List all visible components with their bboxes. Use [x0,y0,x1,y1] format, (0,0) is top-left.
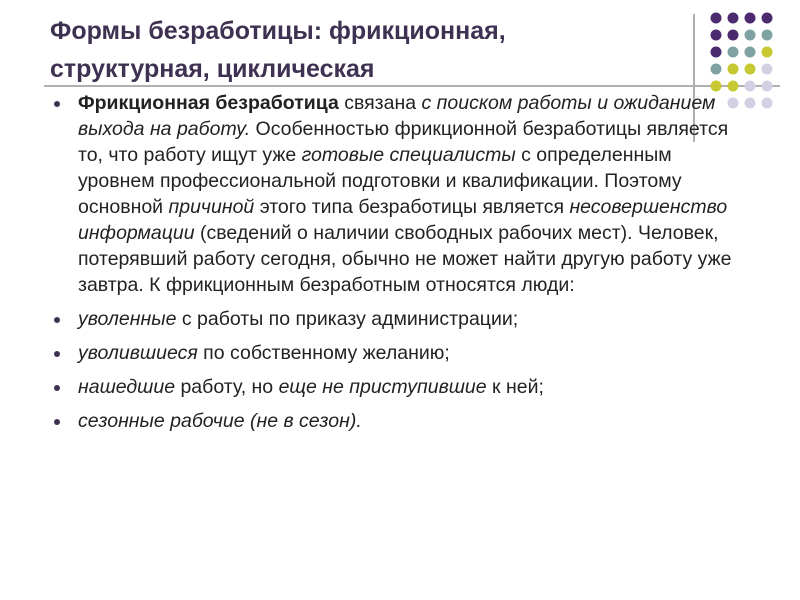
paragraph-run: с определенным уровнем профессиональной подготовки и квалификации. Поэтому основной [78,144,682,218]
slide-title [50,12,670,88]
decorative-dot [711,64,722,75]
decorative-dot [728,47,739,58]
decorative-dot [728,30,739,41]
bullet-list [50,90,750,442]
bullet-paragraph [50,90,750,298]
bullet-marker [54,419,60,425]
item-run: еще не приступившие [278,376,487,398]
decorative-dot [728,64,739,75]
bullet-marker [54,101,60,107]
item-run: по собственному желанию; [197,342,450,364]
paragraph-run: этого типа безработицы является [254,196,570,218]
paragraph-run: с поиском работы и ожиданием выхода на работу. [78,92,716,140]
paragraph-text [78,92,732,296]
item-run: работу, но [175,376,279,398]
item-run: нашедшие [78,376,176,398]
paragraph-run: (сведений о наличии свободных рабочих мест). Человек, потерявший работу сегодня, обычно не может найти другую работу уже завтра. К фрикционным безработным относятся люди: [78,222,732,296]
decorative-dot [711,47,722,58]
bullet-marker [54,385,60,391]
decorative-dot [711,30,722,41]
decorative-horizontal-rule [44,85,780,87]
bullet-item-3 [50,374,750,400]
decorative-dot [762,98,773,109]
bullet-item-2 [50,340,750,366]
decorative-dot [711,13,722,24]
item-run: уволившиеся [78,342,198,364]
paragraph-run: Фрикционная безработица [78,92,339,114]
decorative-dot [762,13,773,24]
bullet-marker [54,351,60,357]
decorative-dot [728,13,739,24]
decorative-dot [745,64,756,75]
decorative-dot [762,64,773,75]
item-run: уволенные [78,308,177,330]
title-line-1: Формы безработицы: фрикционная, [50,17,506,45]
bullet-item-4 [50,408,750,434]
paragraph-run: связана [338,92,422,114]
bullet-item-1 [50,306,750,332]
decorative-dot [745,13,756,24]
paragraph-run: несовершенство информации [78,196,728,244]
decorative-dot [762,47,773,58]
decorative-dot [762,30,773,41]
paragraph-run: Особенностью фрикционной безработицы является то, что работу ищут уже [78,118,729,166]
paragraph-run: причиной [168,196,255,218]
item-run: сезонные рабочие (не в сезон). [78,410,362,432]
paragraph-run: готовые специалисты [301,144,516,166]
item-run: с работы по приказу администрации; [176,308,519,330]
decorative-dot [745,30,756,41]
title-line-2: структурная, циклическая [50,55,375,83]
item-run: к ней; [486,376,544,398]
decorative-dot [745,47,756,58]
bullet-marker [54,317,60,323]
